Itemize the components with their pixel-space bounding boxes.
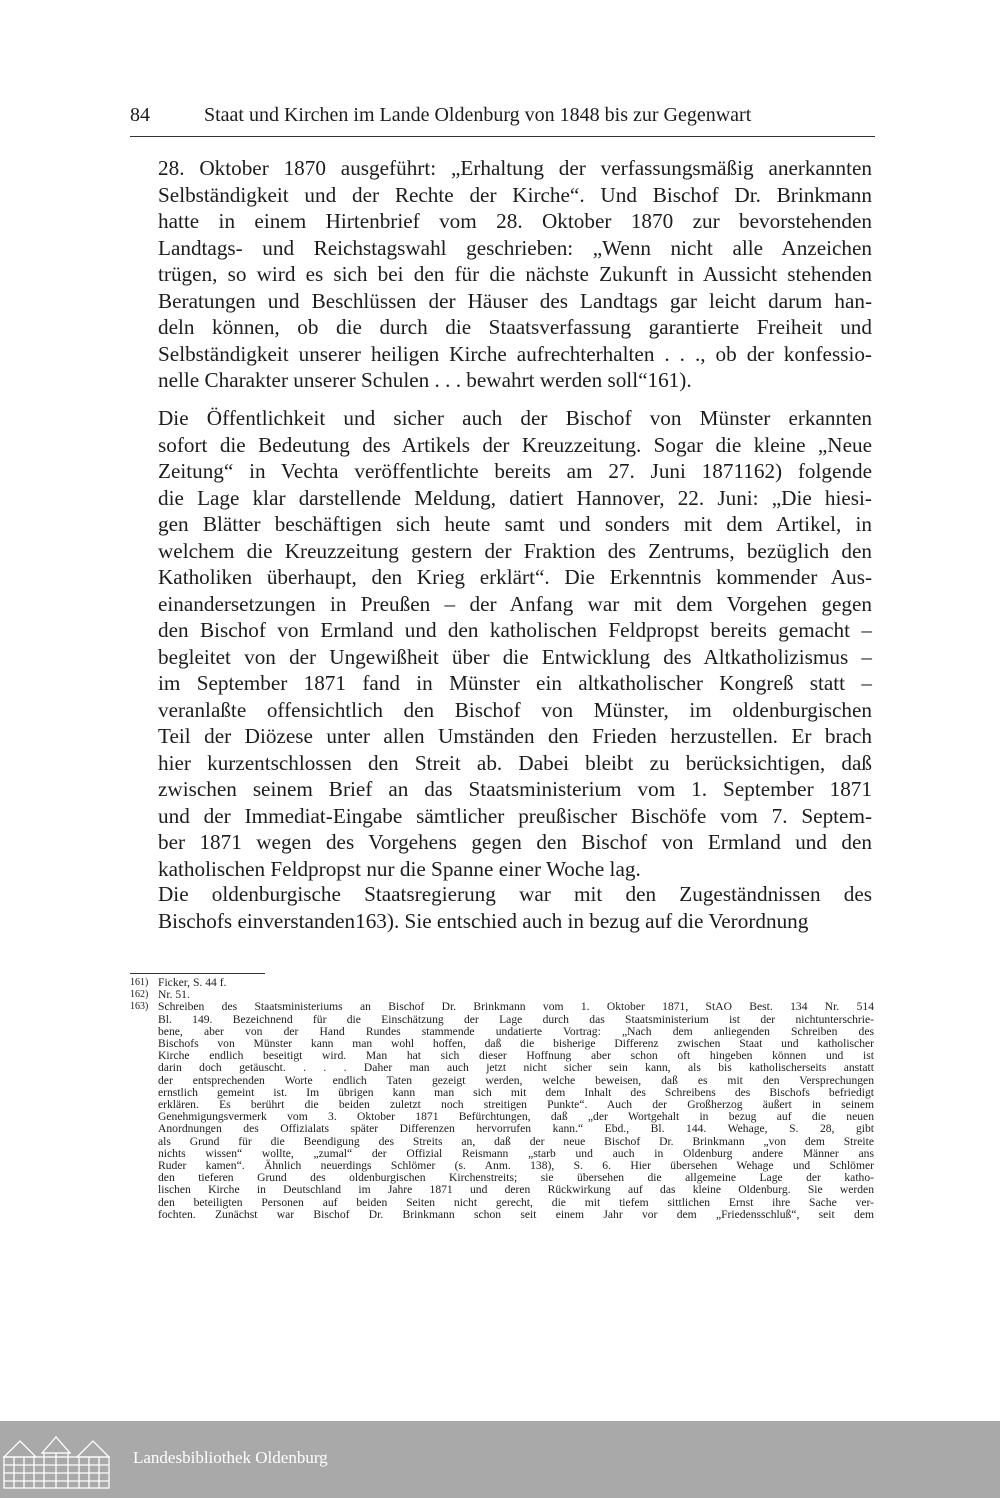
text-line: Die Öffentlichkeit und sicher auch der Bischof von Münster erkannten [158,406,872,430]
library-building-logo-icon [0,1427,113,1492]
text-line: Die oldenburgische Staatsregierung war mit den Zugeständnissen des [158,882,872,906]
text-line: zwischen seinem Brief an das Staatsministerium vom 1. September 1871 [158,777,872,801]
text-line: welchem die Kreuzzeitung gestern der Fraktion des Zentrums, bezüglich den [158,538,872,563]
text-line: Selbständigkeit und der Rechte der Kirche“. Und Bischof Dr. Brinkmann [158,182,872,207]
library-name: Landesbibliothek Oldenburg [133,1448,328,1467]
text-line: gen Blätter beschäftigen sich heute samt und sonders mit dem Artikel, in [158,512,872,536]
footnote-line: der entsprechenden Worte endlich Taten gezeigt werden, welche beweisen, daß es mit den Versprechungen [158,1073,874,1087]
text-line: begleitet von der Ungewißheit über die Entwicklung des Altkatholizismus – [158,644,872,669]
footnote-line: lischen Kirche in Deutschland im Jahre 1871 und deren Rückwirkung auf das kleine Oldenburg. Sie werden [158,1183,874,1197]
text-line: Teil der Diözese unter allen Umständen den Frieden herzustellen. Er brach [158,724,872,748]
paragraph-3 [158,881,872,934]
text-line: den Bischof von Ermland und den katholischen Feldpropst bereits gemacht – [158,618,872,642]
footnote-line: darin doch getäuscht. . . . Daher man auch jetzt nicht sicher sein kann, als bis katholischerseits anstatt [158,1061,874,1075]
footnote-line: ernstlich gemeint ist. Im übrigen kann man sich mit dem Inhalt des Schreibens des Bischofs befriedigt [158,1085,874,1099]
text-line: katholischen Feldpropst nur die Spanne einer Woche lag. [158,856,641,881]
library-footer [0,1421,1000,1498]
footnote [130,1001,874,1221]
text-line: nelle Charakter unserer Schulen . . . bewahrt werden soll“161). [158,368,692,392]
footnote-line: Nr. 51. [158,988,190,1002]
footnotes [130,977,874,1221]
footnote-line: den beteiligten Personen auf beiden Seiten nicht gerecht, die mit tiefem sittlichen Ernst ihre Sache ver- [158,1195,874,1209]
text-line: Katholiken überhaupt, den Krieg erklärt“. Die Erkenntnis kommender Aus- [158,565,872,589]
footnote-line: Bl. 149. Bezeichnend für die Einschätzung der Lage durch das Staatsministerium ist der nichtunterschrie- [158,1012,874,1026]
footnote-line: Anordnungen des Offizialats später Differenzen hervorrufen kann.“ Ebd., Bl. 144. Wehage, S. 28, gibt [158,1122,874,1136]
footnote-line: Ruder kamen“. Ähnlich neuerdings Schlömer (s. Anm. 138), S. 6. Hier übersehen Wehage und Schlömer [158,1159,874,1173]
footnote-line: Bischofs von Münster kann man wohl hoffen, daß die bisherige Differenz zwischen Staat und katholischer [158,1037,874,1051]
text-line: deln können, ob die durch die Staatsverfassung garantierte Freiheit und [158,315,872,339]
text-line: im September 1871 fand in Münster ein altkatholischer Kongreß statt – [158,671,872,695]
footnote-line: Kirche endlich beseitigt wird. Man hat sich dieser Hoffnung aber schon oft hingeben können und ist [158,1049,874,1063]
footnote [130,977,874,989]
paragraph-2 [158,405,872,882]
footnote-line: erklären. Es berührt die beiden zuletzt noch streitigen Punkte“. Auch der Großherzog äußert in seinem [158,1098,874,1112]
running-title: Staat und Kirchen im Lande Oldenburg von 1848 bis zur Gegenwart [204,104,752,126]
text-line: die Lage klar darstellende Meldung, datiert Hannover, 22. Juni: „Die hiesi- [158,485,872,510]
text-line: Selbständigkeit unserer heiligen Kirche aufrechterhalten . . ., ob der konfessio- [158,341,872,366]
text-line: Bischofs einverstanden163). Sie entschied auch in bezug auf die Verordnung [158,908,809,933]
footnote-line: nichts wissen“ wollte, „zumal“ der Offizial Reismann „starb und auch in Oldenburg andere Männer ans [158,1146,874,1160]
text-line: ber 1871 wegen des Vorgehens gegen den Bischof von Ermland und den [158,830,872,854]
text-line: Beratungen und Beschlüssen der Häuser des Landtags gar leicht darum han- [158,288,872,313]
footnote-line: als Grund für die Beendigung des Streits an, daß der neue Bischof Dr. Brinkmann „von dem Streite [158,1134,874,1148]
text-line: und der Immediat-Eingabe sämtlicher preußischer Bischöfe vom 7. Septem- [158,803,872,828]
text-line: 28. Oktober 1870 ausgeführt: „Erhaltung der verfassungsmäßig anerkannten [158,156,872,180]
footnote-line: fochten. Zunächst war Bischof Dr. Brinkmann schon seit einem Jahr vor dem „Friedensschluß“, seit dem [158,1207,874,1221]
footnote-number: 163) [130,1001,149,1013]
text-line: Landtags- und Reichstagswahl geschrieben: „Wenn nicht alle Anzeichen [158,235,872,260]
footnote-line: bene, aber von der Hand Rundes stammende undatierte Vortrag: „Nach dem anliegenden Schreiben des [158,1024,874,1038]
text-line: Zeitung“ in Vechta veröffentlichte bereits am 27. Juni 1871162) folgende [158,459,872,483]
text-line: veranlaßte offensichtlich den Bischof von Münster, im oldenburgischen [158,697,872,722]
page-number: 84 [130,104,150,126]
footnote-line: den tieferen Grund des oldenburgischen Kirchenstreits; sie übersehen die allgemeine Lage der katho- [158,1171,874,1185]
page-header [130,104,875,137]
footnote-line: Ficker, S. 44 f. [158,976,227,989]
footnote-number: 162) [130,989,149,1001]
footnote-number: 161) [130,977,149,988]
text-line: hier kurzentschlossen den Streit ab. Dabei bleibt zu berücksichtigen, daß [158,750,872,775]
text-line: sofort die Bedeutung des Artikels der Kreuzzeitung. Sogar die kleine „Neue [158,432,872,457]
text-line: einandersetzungen in Preußen – der Anfang war mit dem Vorgehen gegen [158,591,872,616]
text-line: trügen, so wird es sich bei den für die nächste Zukunft in Aussicht stehenden [158,262,872,286]
paragraph-1 [158,155,872,394]
text-line: hatte in einem Hirtenbrief vom 28. Oktober 1870 zur bevorstehenden [158,209,872,233]
footnote-line: Schreiben des Staatsministeriums an Bischof Dr. Brinkmann vom 1. Oktober 1871, StAO Best. 134 Nr. 514 [158,1000,874,1014]
footnote-separator [130,973,265,974]
footnote-line: Genehmigungsvermerk vom 3. Oktober 1871 Befürchtungen, daß „der Wortgehalt in bezug auf die neuen [158,1110,874,1124]
